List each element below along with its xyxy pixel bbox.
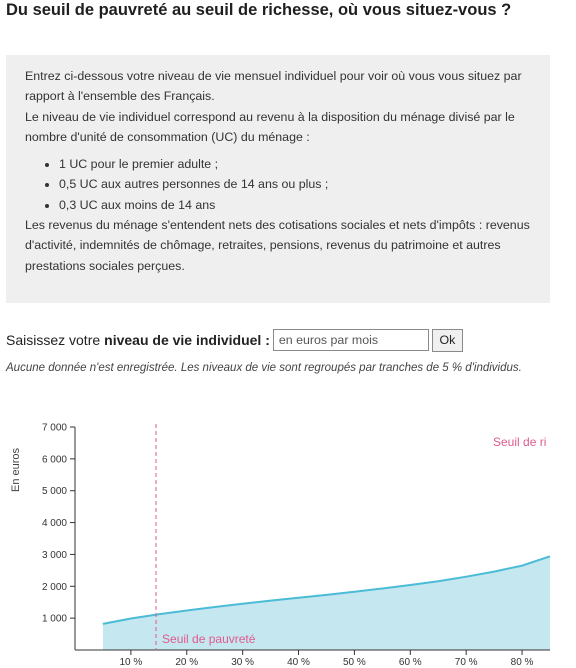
info-revenue-definition: Les revenus du ménage s'entendent nets des cotisations sociales et nets d'impôts : revenus d'activité, indemnités de chômage, retraites, pensions, revenus du patrimoine et autres prestations sociales perçues. — [25, 218, 530, 273]
y-tick-label: 4 000 — [41, 518, 67, 530]
x-tick-label: 60 % — [398, 657, 422, 668]
x-tick-label: 70 % — [454, 657, 478, 668]
x-tick-label: 50 % — [343, 657, 366, 668]
x-tick-label: 10 % — [119, 657, 143, 668]
wealth-threshold-label: Seuil de ri — [493, 435, 547, 449]
uc-list — [25, 154, 536, 215]
income-form — [6, 328, 463, 352]
x-tick-label: 40 % — [287, 657, 310, 668]
page-title: Du seuil de pauvreté au seuil de richesse, où vous situez-vous ? — [6, 1, 512, 19]
info-definition: Le niveau de vie individuel correspond au revenu à la disposition du ménage divisé par le nombre d'unité de consommation (UC) du ménage : — [25, 109, 515, 144]
x-tick-label: 30 % — [231, 657, 255, 668]
y-tick-label: 6 000 — [41, 454, 67, 466]
y-tick-label: 5 000 — [41, 486, 67, 498]
form-label-prefix: Saisissez votre — [6, 332, 101, 348]
y-ticks — [42, 423, 75, 625]
y-tick-label: 2 000 — [41, 581, 67, 593]
y-tick-label: 1 000 — [41, 613, 67, 625]
form-label-bold: niveau de vie individuel : — [104, 332, 270, 348]
list-item: • 0,3 UC aux moins de 14 ans — [59, 195, 536, 215]
y-tick-label: 3 000 — [41, 549, 67, 561]
privacy-note: Aucune donnée n'est enregistrée. Les niveaux de vie sont regroupés par tranches de 5 % d'individus. — [6, 362, 522, 374]
info-intro: Entrez ci-dessous votre niveau de vie mensuel individuel pour voir où vous vous situez par rapport à l'ensemble des Français. — [25, 69, 522, 104]
y-tick-label: 7 000 — [41, 422, 67, 434]
ok-button[interactable]: Ok — [432, 329, 463, 352]
x-ticks — [119, 650, 533, 668]
y-axis-label: En euros — [10, 447, 22, 493]
list-item: • 0,5 UC aux autres personnes de 14 ans ou plus ; — [59, 174, 536, 194]
x-tick-label: 80 % — [510, 657, 534, 668]
info-box — [6, 55, 550, 303]
income-distribution-chart — [0, 410, 576, 668]
income-input[interactable] — [273, 329, 429, 351]
list-item: • 1 UC pour le premier adulte ; — [59, 154, 536, 174]
poverty-threshold-label: Seuil de pauvreté — [162, 632, 256, 646]
x-tick-label: 20 % — [175, 657, 199, 668]
